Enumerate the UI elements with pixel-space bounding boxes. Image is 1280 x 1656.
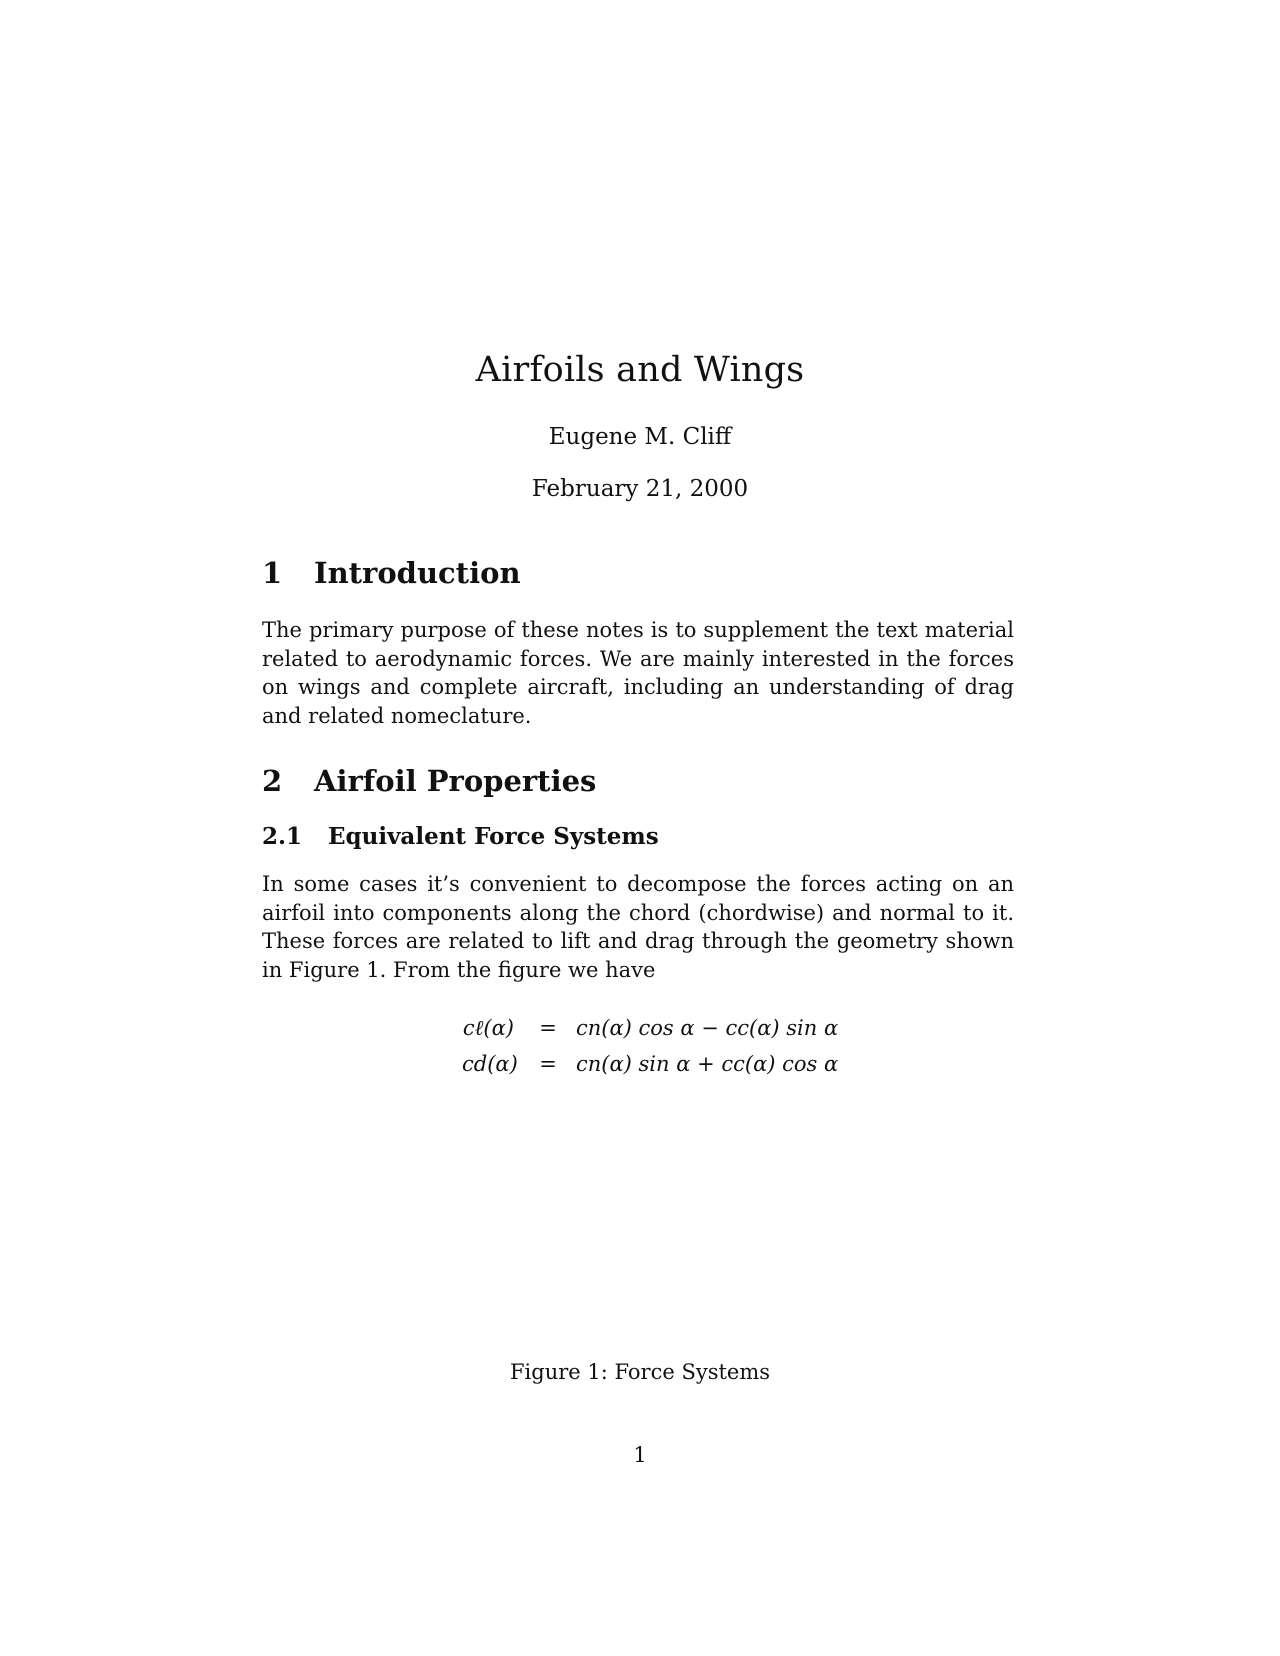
section-title: Airfoil Properties bbox=[314, 764, 597, 798]
equation-operator: = bbox=[539, 1016, 557, 1040]
equation-operator: = bbox=[539, 1052, 557, 1076]
section-heading-introduction bbox=[262, 556, 521, 590]
document-date: February 21, 2000 bbox=[531, 476, 749, 502]
section-heading-airfoil-properties bbox=[262, 764, 596, 798]
equivalent-force-paragraph: In some cases it’s convenient to decompose the forces acting on an airfoil into components along the chord (chordwise) and normal to it. These forces are related to lift and drag through the geometry shown in Figure 1. From the figure we have bbox=[262, 872, 1014, 982]
subsection-number: 2.1 bbox=[262, 823, 303, 850]
equation-rhs: cn(α) sin α + cc(α) cos α bbox=[576, 1052, 839, 1076]
section-title: Introduction bbox=[314, 556, 521, 590]
equation-lhs: cℓ(α) bbox=[462, 1016, 514, 1040]
subsection-heading-equivalent-force-systems bbox=[262, 823, 659, 850]
subsection-title: Equivalent Force Systems bbox=[328, 823, 659, 850]
equation-lhs: cd(α) bbox=[462, 1052, 518, 1076]
equation-rhs: cn(α) cos α − cc(α) sin α bbox=[576, 1016, 839, 1040]
document-title: Airfoils and Wings bbox=[475, 350, 805, 390]
figure-caption: Figure 1: Force Systems bbox=[509, 1360, 771, 1384]
page-number: 1 bbox=[633, 1443, 647, 1467]
introduction-paragraph: The primary purpose of these notes is to supplement the text material related to aerodynamic forces. We are mainly interested in the forces on wings and complete aircraft, including an understanding of drag and related nomeclature. bbox=[262, 618, 1014, 728]
section-number: 1 bbox=[262, 556, 283, 590]
figure-placeholder bbox=[262, 1080, 1014, 1350]
section-number: 2 bbox=[262, 764, 283, 798]
document-author: Eugene M. Cliff bbox=[548, 424, 732, 450]
